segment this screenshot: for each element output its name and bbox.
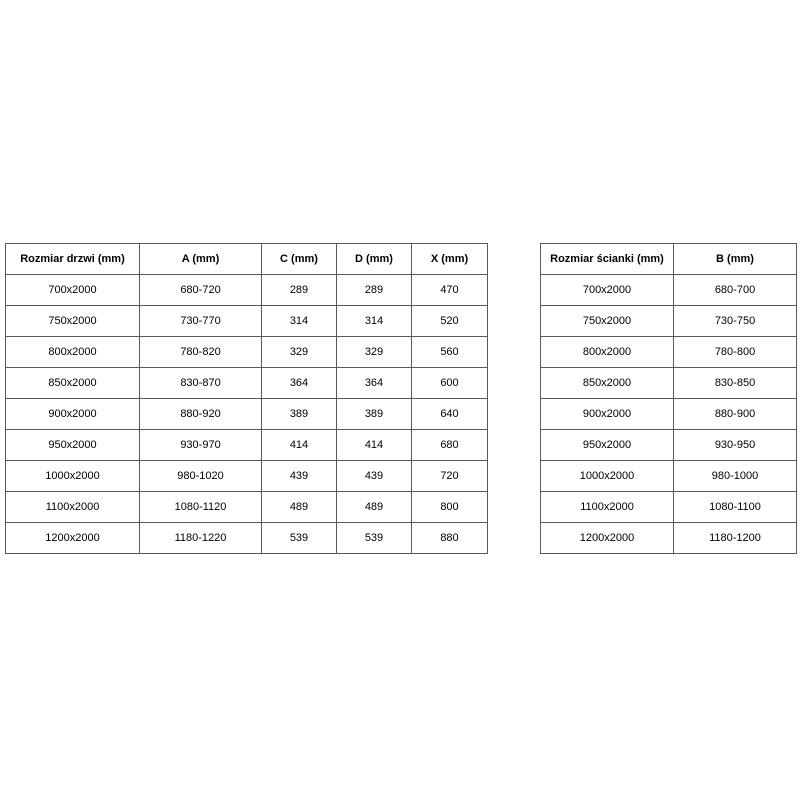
doors-table-cell: 900x2000 [6, 399, 140, 430]
doors-table-cell: 314 [337, 306, 412, 337]
doors-table-cell: 830-870 [140, 368, 262, 399]
doors-table-cell: 289 [337, 275, 412, 306]
doors-table-cell: 560 [412, 337, 488, 368]
doors-table-cell: 489 [262, 492, 337, 523]
doors-table-header-1: A (mm) [140, 244, 262, 275]
wall-table-cell: 1080-1100 [674, 492, 797, 523]
doors-table-cell: 1080-1120 [140, 492, 262, 523]
doors-table-cell: 470 [412, 275, 488, 306]
doors-table-cell: 850x2000 [6, 368, 140, 399]
doors-table-cell: 950x2000 [6, 430, 140, 461]
doors-table-cell: 520 [412, 306, 488, 337]
doors-table-cell: 750x2000 [6, 306, 140, 337]
doors-table-cell: 329 [337, 337, 412, 368]
wall-table-header-0: Rozmiar ścianki (mm) [541, 244, 674, 275]
wall-table-cell: 680-700 [674, 275, 797, 306]
wall-table-cell: 750x2000 [541, 306, 674, 337]
table-row [541, 430, 797, 461]
wall-sizes-header-row [541, 244, 797, 275]
doors-table-cell: 800x2000 [6, 337, 140, 368]
doors-table-header-2: C (mm) [262, 244, 337, 275]
wall-table-cell: 900x2000 [541, 399, 674, 430]
doors-table-cell: 1000x2000 [6, 461, 140, 492]
doors-table-cell: 329 [262, 337, 337, 368]
doors-table-cell: 364 [337, 368, 412, 399]
table-row [541, 368, 797, 399]
table-row [6, 523, 488, 554]
doors-table-cell: 1180-1220 [140, 523, 262, 554]
table-row [541, 306, 797, 337]
wall-sizes-table [540, 243, 797, 554]
wall-table-cell: 950x2000 [541, 430, 674, 461]
wall-table-cell: 1200x2000 [541, 523, 674, 554]
doors-table-cell: 780-820 [140, 337, 262, 368]
doors-table-cell: 289 [262, 275, 337, 306]
doors-table-header-3: D (mm) [337, 244, 412, 275]
doors-table-cell: 680 [412, 430, 488, 461]
wall-table-cell: 880-900 [674, 399, 797, 430]
doors-table-cell: 389 [337, 399, 412, 430]
table-row [541, 523, 797, 554]
table-row [6, 430, 488, 461]
table-row [6, 306, 488, 337]
doors-table-cell: 489 [337, 492, 412, 523]
doors-table-header-4: X (mm) [412, 244, 488, 275]
doors-table-cell: 600 [412, 368, 488, 399]
table-row [6, 368, 488, 399]
doors-table-cell: 414 [262, 430, 337, 461]
table-row [6, 492, 488, 523]
wall-table-cell: 1180-1200 [674, 523, 797, 554]
table-row [541, 337, 797, 368]
doors-table-cell: 930-970 [140, 430, 262, 461]
doors-table-header-0: Rozmiar drzwi (mm) [6, 244, 140, 275]
wall-table-cell: 780-800 [674, 337, 797, 368]
door-sizes-table [5, 243, 488, 554]
wall-table-cell: 1100x2000 [541, 492, 674, 523]
doors-table-cell: 1200x2000 [6, 523, 140, 554]
doors-table-cell: 880-920 [140, 399, 262, 430]
doors-table-cell: 720 [412, 461, 488, 492]
wall-table-cell: 1000x2000 [541, 461, 674, 492]
door-sizes-body [6, 275, 488, 554]
table-row [541, 492, 797, 523]
wall-sizes-body [541, 275, 797, 554]
doors-table-cell: 680-720 [140, 275, 262, 306]
doors-table-cell: 700x2000 [6, 275, 140, 306]
doors-table-cell: 800 [412, 492, 488, 523]
wall-table-cell: 930-950 [674, 430, 797, 461]
wall-table-cell: 730-750 [674, 306, 797, 337]
table-row [541, 275, 797, 306]
wall-table-cell: 850x2000 [541, 368, 674, 399]
table-row [6, 275, 488, 306]
wall-table-header-1: B (mm) [674, 244, 797, 275]
doors-table-cell: 364 [262, 368, 337, 399]
doors-table-cell: 539 [337, 523, 412, 554]
wall-table-cell: 830-850 [674, 368, 797, 399]
doors-table-cell: 539 [262, 523, 337, 554]
doors-table-cell: 414 [337, 430, 412, 461]
doors-table-cell: 314 [262, 306, 337, 337]
table-row [6, 337, 488, 368]
doors-table-cell: 980-1020 [140, 461, 262, 492]
table-row [6, 461, 488, 492]
doors-table-cell: 439 [337, 461, 412, 492]
doors-table-cell: 880 [412, 523, 488, 554]
table-row [541, 461, 797, 492]
doors-table-cell: 1100x2000 [6, 492, 140, 523]
table-row [6, 399, 488, 430]
doors-table-cell: 730-770 [140, 306, 262, 337]
wall-table-cell: 800x2000 [541, 337, 674, 368]
wall-table-cell: 980-1000 [674, 461, 797, 492]
wall-table-cell: 700x2000 [541, 275, 674, 306]
doors-table-cell: 640 [412, 399, 488, 430]
doors-table-cell: 439 [262, 461, 337, 492]
table-row [541, 399, 797, 430]
door-sizes-header-row [6, 244, 488, 275]
doors-table-cell: 389 [262, 399, 337, 430]
